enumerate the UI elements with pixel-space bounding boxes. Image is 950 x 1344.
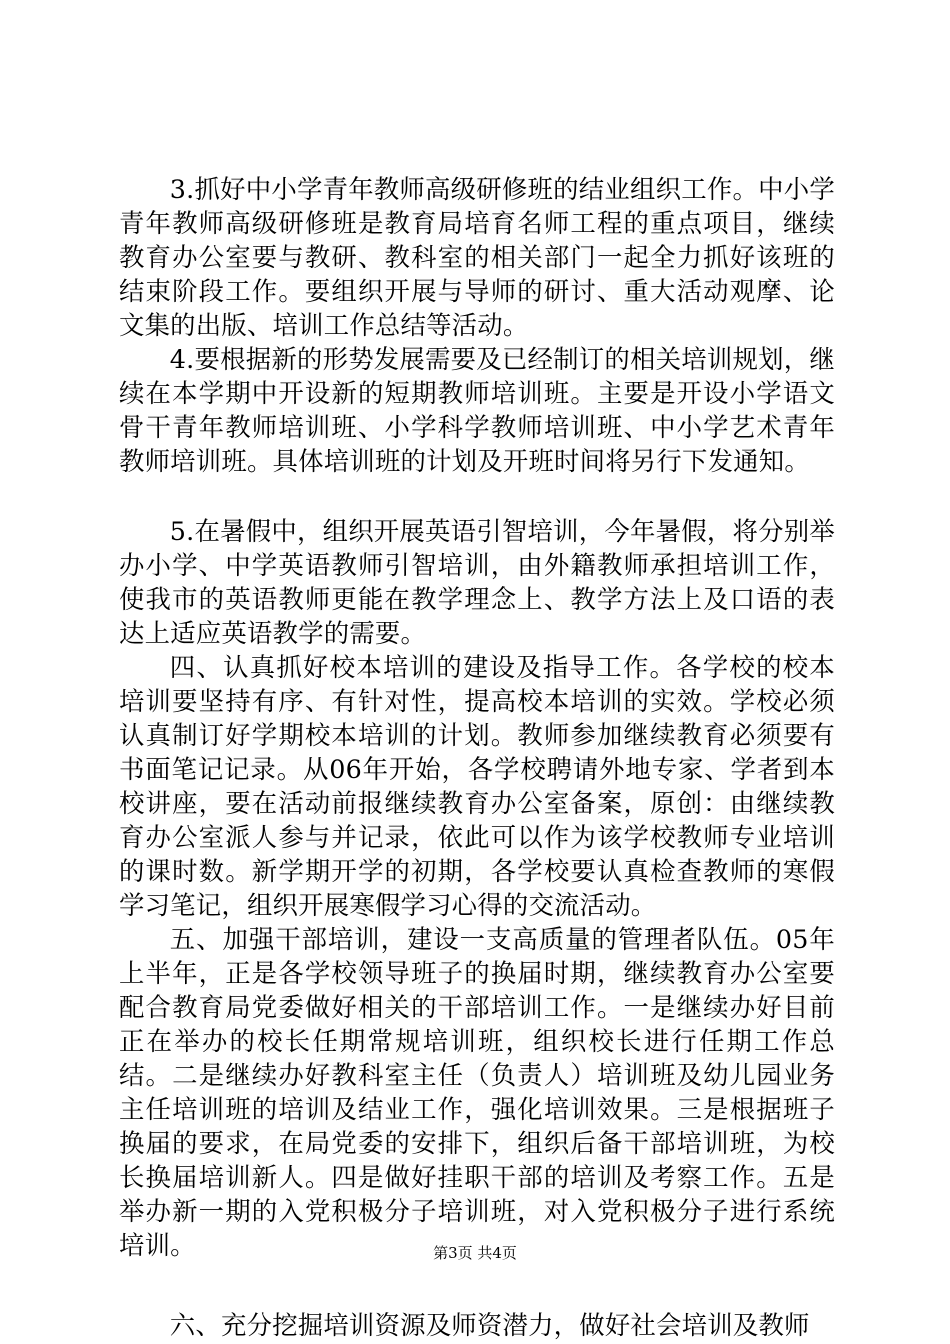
document-body — [119, 172, 835, 1342]
page-number-footer: 第3页 共4页 — [433, 1244, 517, 1262]
paragraph-item-5: 5.在暑假中，组织开展英语引智培训，今年暑假，将分别举办小学、中学英语教师引智培训，由外籍教师承担培训工作，使我市的英语教师更能在教学理念上、教学方法上及口语的表达上适应英语教学的需要。 — [119, 516, 835, 648]
paragraph-section-5: 五、加强干部培训，建设一支高质量的管理者队伍。05年上半年，正是各学校领导班子的换届时期，继续教育办公室要配合教育局党委做好相关的干部培训工作。一是继续办好目前正在举办的校长任期常规培训班，组织校长进行任期工作总结。二是继续办好教科室主任（负责人）培训班及幼儿园业务主任培训班的培训及结业工作，强化培训效果。三是根据班子换届的要求，在局党委的安排下，组织后备干部培训班，为校长换届培训新人。四是做好挂职干部的培训及考察工作。五是举办新一期的入党积极分子培训班，对入党积极分子进行系统培训。 — [119, 924, 835, 1260]
paragraph-section-4: 四、认真抓好校本培训的建设及指导工作。各学校的校本培训要坚持有序、有针对性，提高校本培训的实效。学校必须认真制订好学期校本培训的计划。教师参加继续教育必须要有书面笔记记录。从06年开始，各学校聘请外地专家、学者到本校讲座，要在活动前报继续教育办公室备案，原创：由继续教育办公室派人参与并记录，依此可以作为该学校教师专业培训的课时数。新学期开学的初期，各学校要认真检查教师的寒假学习笔记，组织开展寒假学习心得的交流活动。 — [119, 652, 835, 920]
paragraph-section-6: 六、充分挖掘培训资源及师资潜力，做好社会培训及教师 — [169, 1310, 810, 1340]
paragraph-item-3: 3.抓好中小学青年教师高级研修班的结业组织工作。中小学青年教师高级研修班是教育局培育名师工程的重点项目，继续教育办公室要与教研、教科室的相关部门一起全力抓好该班的结束阶段工作。要组织开展与导师的研讨、重大活动观摩、论文集的出版、培训工作总结等活动。 — [119, 174, 835, 340]
paragraph-item-4: 4.要根据新的形势发展需要及已经制订的相关培训规划，继续在本学期中开设新的短期教师培训班。主要是开设小学语文骨干青年教师培训班、小学科学教师培训班、中小学艺术青年教师培训班。具体培训班的计划及开班时间将另行下发通知。 — [119, 344, 835, 476]
